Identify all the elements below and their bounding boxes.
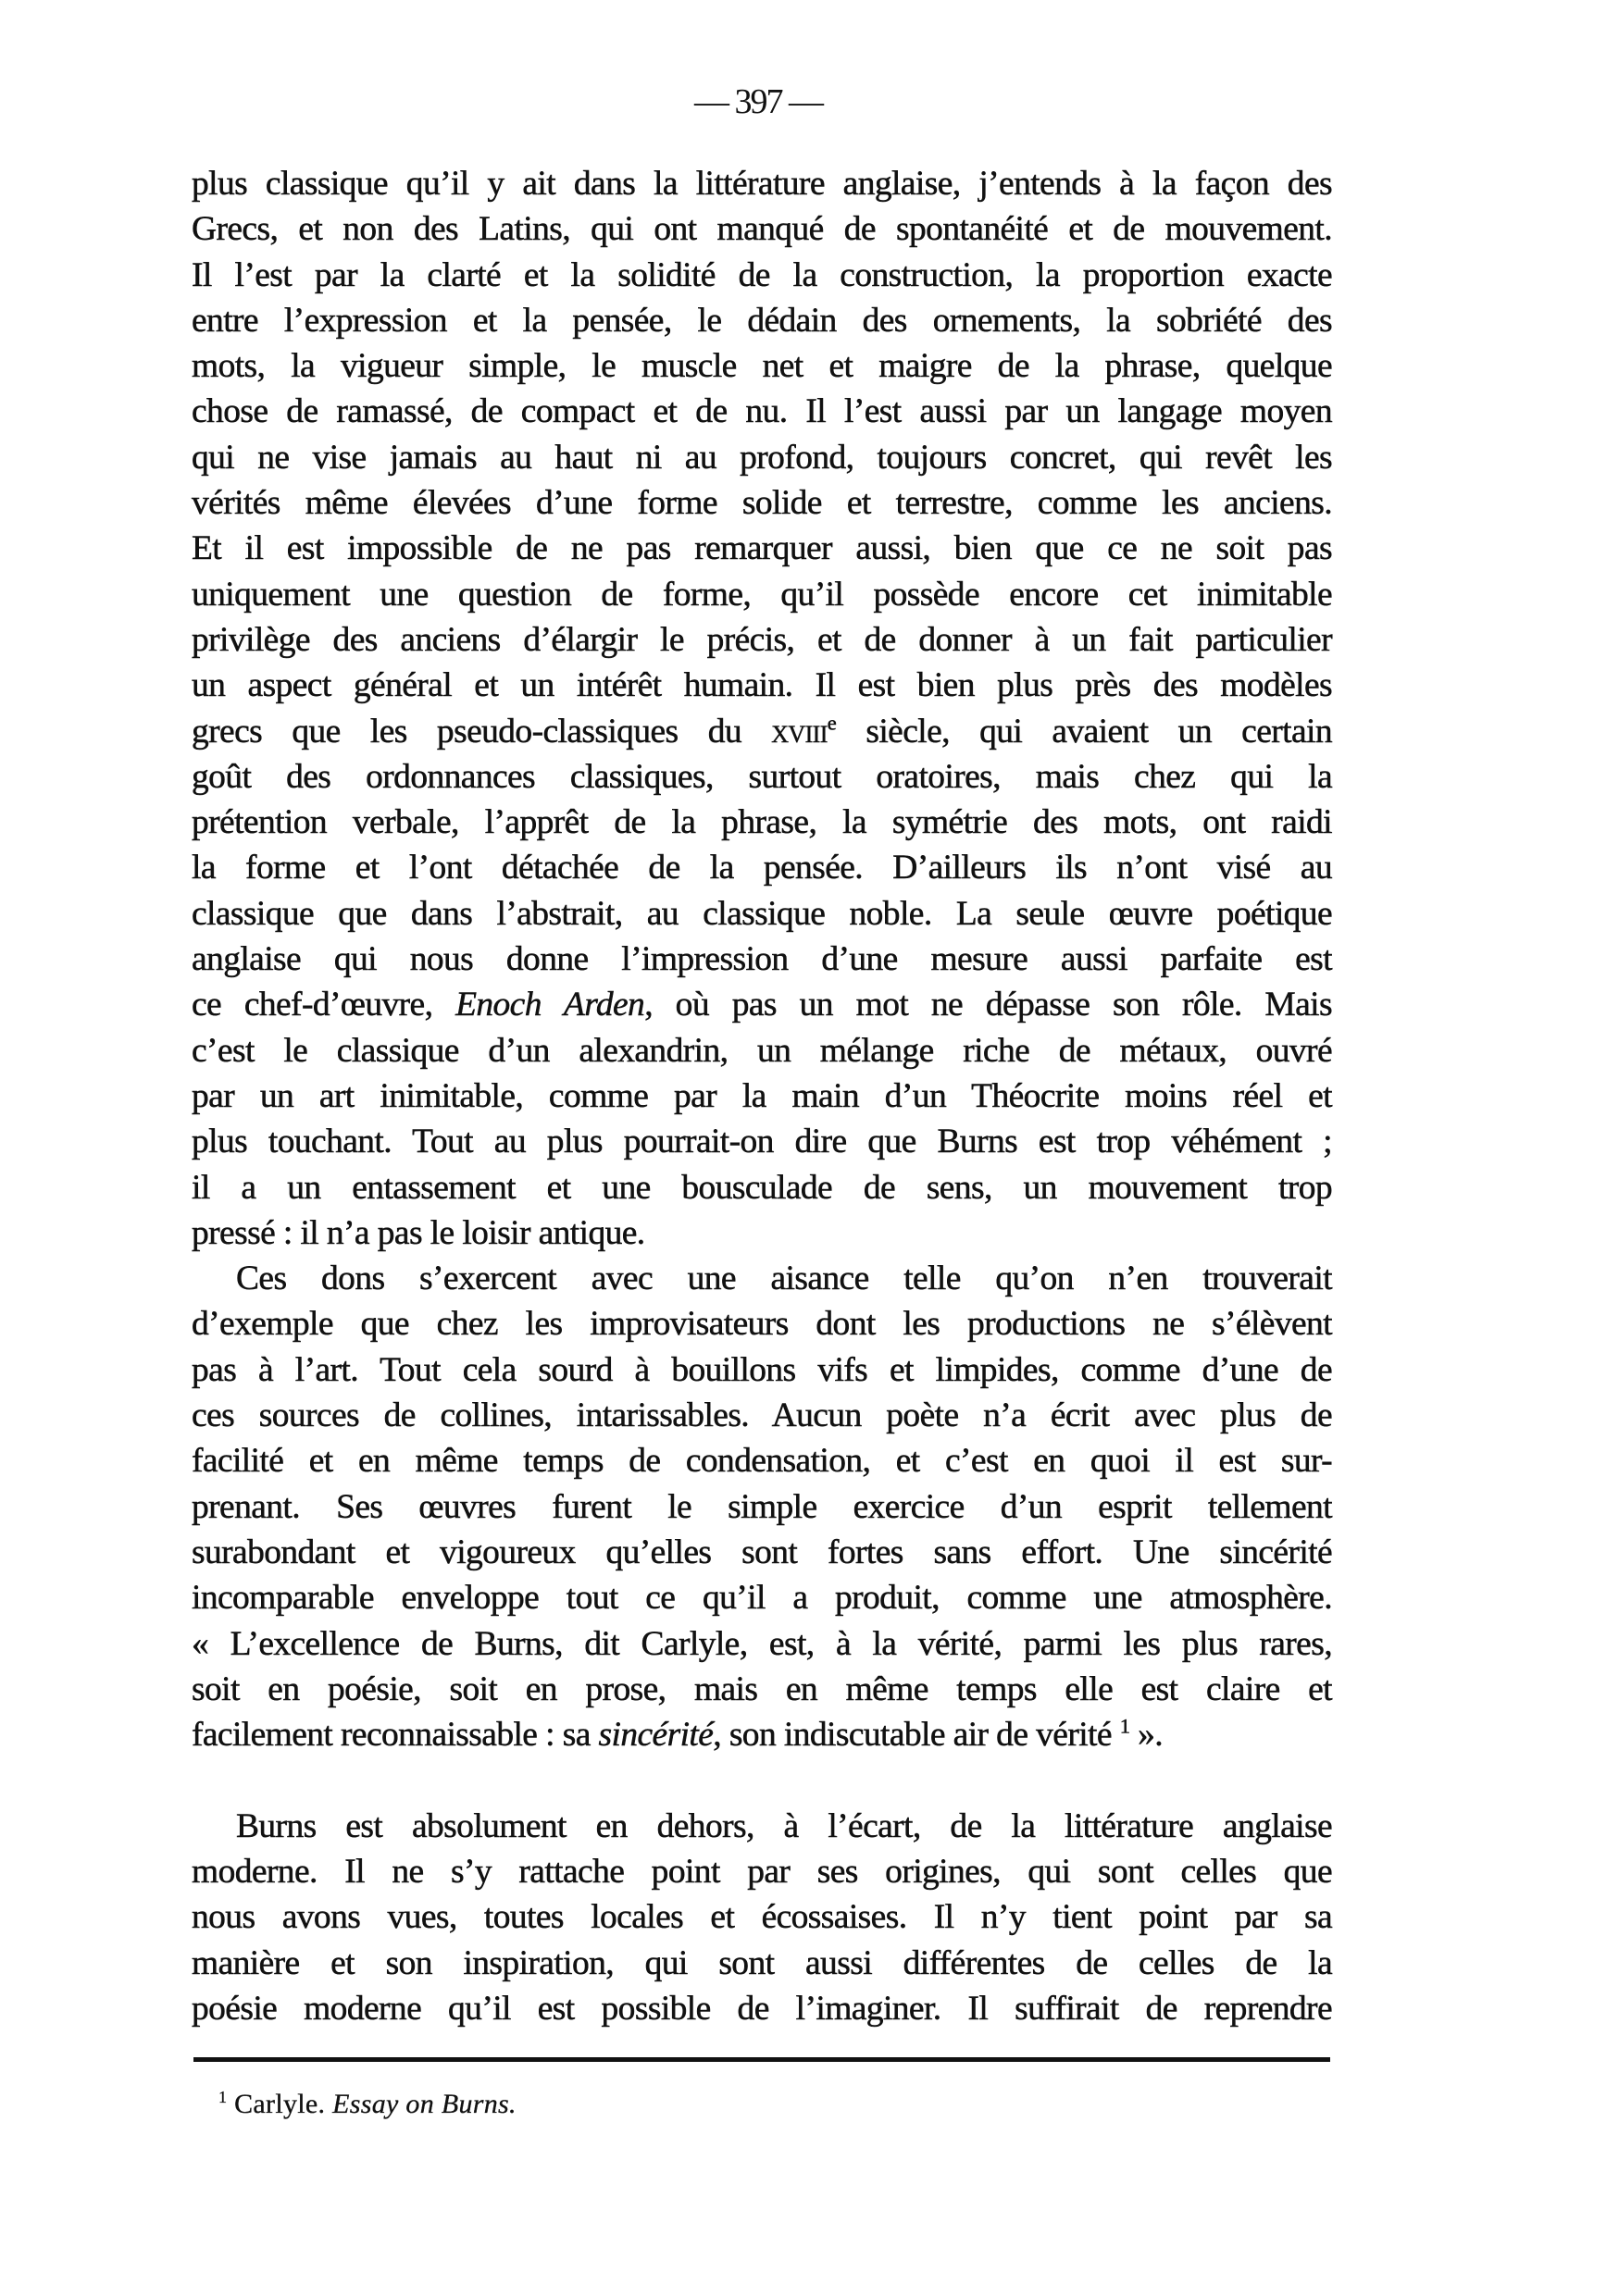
- text-line: [192, 1028, 1332, 1074]
- text-line: [192, 526, 1332, 571]
- text-run: classique que dans l’abstrait, au classique noble. La seule œuvre poétique: [192, 894, 1332, 933]
- text-line: [192, 1621, 1332, 1667]
- text-run: chose de ramassé, de compact et de nu. Il l’est aussi par un langage moyen: [192, 392, 1332, 431]
- text-line: [192, 1347, 1332, 1393]
- text-line: [192, 1941, 1332, 1986]
- text-line: [192, 1393, 1332, 1438]
- page-number: — 397 —: [694, 82, 822, 121]
- text-run: facilement reconnaissable : sa: [192, 1716, 599, 1755]
- paragraph: [192, 1256, 1332, 1757]
- text-run: un aspect général et un intérêt humain. Il est bien plus près des modèles: [192, 666, 1332, 705]
- text-run: anglaise qui nous donne l’impression d’une mesure aussi parfaite est: [192, 940, 1332, 979]
- text-run: facilité et en même temps de condensation, et c’est en quoi il est sur-: [192, 1442, 1332, 1481]
- text-run: il a un entassement et une bousculade de sens, un mouvement trop: [192, 1168, 1332, 1207]
- text-line: [192, 982, 1332, 1027]
- text-line: [192, 1894, 1332, 1940]
- text-run: incomparable enveloppe tout ce qu’il a produit, comme une atmosphère.: [192, 1579, 1332, 1618]
- text-run: « L’excellence de Burns, dit Carlyle, est, à la vérité, parmi les plus rares,: [192, 1624, 1332, 1663]
- text-line: [192, 298, 1332, 343]
- text-line: [192, 572, 1332, 617]
- text-run: , son indiscutable air de vérité: [713, 1716, 1120, 1755]
- text-line: [192, 1074, 1332, 1119]
- text-run: goût des ordonnances classiques, surtout oratoires, mais chez qui la: [192, 757, 1332, 796]
- text-line: [192, 343, 1332, 389]
- footnote: [218, 2086, 517, 2123]
- text-line: [192, 1575, 1332, 1620]
- paragraph: [192, 161, 1332, 1256]
- small-caps-text: xviii: [771, 712, 828, 751]
- text-run: entre l’expression et la pensée, le dédain des ornements, la sobriété des: [192, 301, 1332, 340]
- italic-text: Enoch Arden: [455, 986, 645, 1024]
- text-run: Et il est impossible de ne pas remarquer aussi, bien que ce ne soit pas: [192, 529, 1332, 568]
- paragraph: [192, 1757, 1332, 2031]
- text-line: [192, 800, 1332, 845]
- footnote-separator-rule: [193, 2057, 1330, 2062]
- text-line: [192, 480, 1332, 526]
- text-run: moderne. Il ne s’y rattache point par ses origines, qui sont celles que: [192, 1852, 1332, 1891]
- text-run: d’exemple que chez les improvisateurs dont les productions ne s’élèvent: [192, 1305, 1332, 1344]
- text-line: [192, 1530, 1332, 1575]
- text-run: ».: [1129, 1716, 1164, 1755]
- text-line: [192, 1256, 1332, 1301]
- text-line: [192, 1986, 1332, 2031]
- text-run: plus touchant. Tout au plus pourrait-on dire que Burns est trop véhément ;: [192, 1123, 1332, 1161]
- text-line: [192, 1484, 1332, 1530]
- text-line: [192, 1804, 1332, 1849]
- text-line: [192, 1210, 1332, 1256]
- text-run: Carlyle.: [227, 2089, 333, 2119]
- text-line: [192, 435, 1332, 480]
- text-line: [192, 709, 1332, 754]
- text-run: Burns est absolument en dehors, à l’écart, de la littérature anglaise: [236, 1806, 1332, 1845]
- text-run: , où pas un mot ne dépasse son rôle. Mais: [644, 986, 1332, 1024]
- text-line: [192, 389, 1332, 434]
- text-run: privilège des anciens d’élargir le précis, et de donner à un fait particulier: [192, 620, 1332, 659]
- superscript: e: [827, 711, 837, 735]
- text-line: [192, 1301, 1332, 1347]
- text-run: Il l’est par la clarté et la solidité de la construction, la proportion exacte: [192, 255, 1332, 294]
- text-run: ces sources de collines, intarissables. Aucun poète n’a écrit avec plus de: [192, 1396, 1332, 1435]
- text-line: [192, 1712, 1332, 1757]
- text-run: Ces dons s’exercent avec une aisance telle qu’on n’en trouverait: [236, 1260, 1332, 1298]
- text-run: Grecs, et non des Latins, qui ont manqué de spontanéité et de mouvement.: [192, 210, 1332, 249]
- text-run: la forme et l’ont détachée de la pensée. D’ailleurs ils n’ont visé au: [192, 849, 1332, 887]
- text-run: manière et son inspiration, qui sont aussi différentes de celles de la: [192, 1943, 1332, 1982]
- text-run: plus classique qu’il y ait dans la littérature anglaise, j’entends à la façon des: [192, 165, 1332, 203]
- body-text: [192, 161, 1332, 2031]
- text-run: grecs que les pseudo-classiques du: [192, 712, 772, 751]
- text-line: [192, 1849, 1332, 1894]
- text-run: soit en poésie, soit en prose, mais en même temps elle est claire et: [192, 1669, 1332, 1708]
- italic-text: sincérité: [598, 1716, 714, 1755]
- text-run: pressé : il n’a pas le loisir antique.: [192, 1213, 645, 1252]
- text-line: [192, 253, 1332, 298]
- text-run: ce chef-d’œuvre,: [192, 986, 456, 1024]
- text-run: prétention verbale, l’apprêt de la phrase, la symétrie des mots, ont raidi: [192, 803, 1332, 842]
- text-line: [192, 663, 1332, 708]
- text-run: vérités même élevées d’une forme solide et terrestre, comme les anciens.: [192, 484, 1332, 523]
- text-run: qui ne vise jamais au haut ni au profond, toujours concret, qui revêt les: [192, 438, 1332, 477]
- text-line: [192, 845, 1332, 890]
- text-run: c’est le classique d’un alexandrin, un mélange riche de métaux, ouvré: [192, 1031, 1332, 1070]
- text-line: [192, 1119, 1332, 1164]
- text-run: prenant. Ses œuvres furent le simple exercice d’un esprit tellement: [192, 1487, 1332, 1526]
- text-line: [192, 617, 1332, 663]
- text-run: surabondant et vigoureux qu’elles sont fortes sans effort. Une sincérité: [192, 1533, 1332, 1571]
- text-line: [192, 1438, 1332, 1483]
- text-run: par un art inimitable, comme par la main d’un Théocrite moins réel et: [192, 1076, 1332, 1115]
- text-run: poésie moderne qu’il est possible de l’imaginer. Il suffirait de reprendre: [192, 1989, 1332, 2028]
- text-run: mots, la vigueur simple, le muscle net et maigre de la phrase, quelque: [192, 347, 1332, 386]
- text-line: [192, 206, 1332, 252]
- text-line: [192, 891, 1332, 937]
- text-line: [192, 1165, 1332, 1210]
- text-line: [192, 161, 1332, 206]
- text-run: siècle, qui avaient un certain: [836, 712, 1332, 751]
- superscript: 1: [218, 2088, 228, 2107]
- paragraph-spacer: [192, 1757, 1332, 1803]
- text-line: [192, 937, 1332, 982]
- text-line: [192, 754, 1332, 800]
- italic-text: Essay on Burns.: [332, 2089, 517, 2119]
- text-line: [192, 1667, 1332, 1712]
- text-run: uniquement une question de forme, qu’il possède encore cet inimitable: [192, 575, 1332, 614]
- superscript: 1: [1119, 1714, 1130, 1738]
- text-run: nous avons vues, toutes locales et écossaises. Il n’y tient point par sa: [192, 1898, 1332, 1937]
- text-run: pas à l’art. Tout cela sourd à bouillons vifs et limpides, comme d’une de: [192, 1350, 1332, 1389]
